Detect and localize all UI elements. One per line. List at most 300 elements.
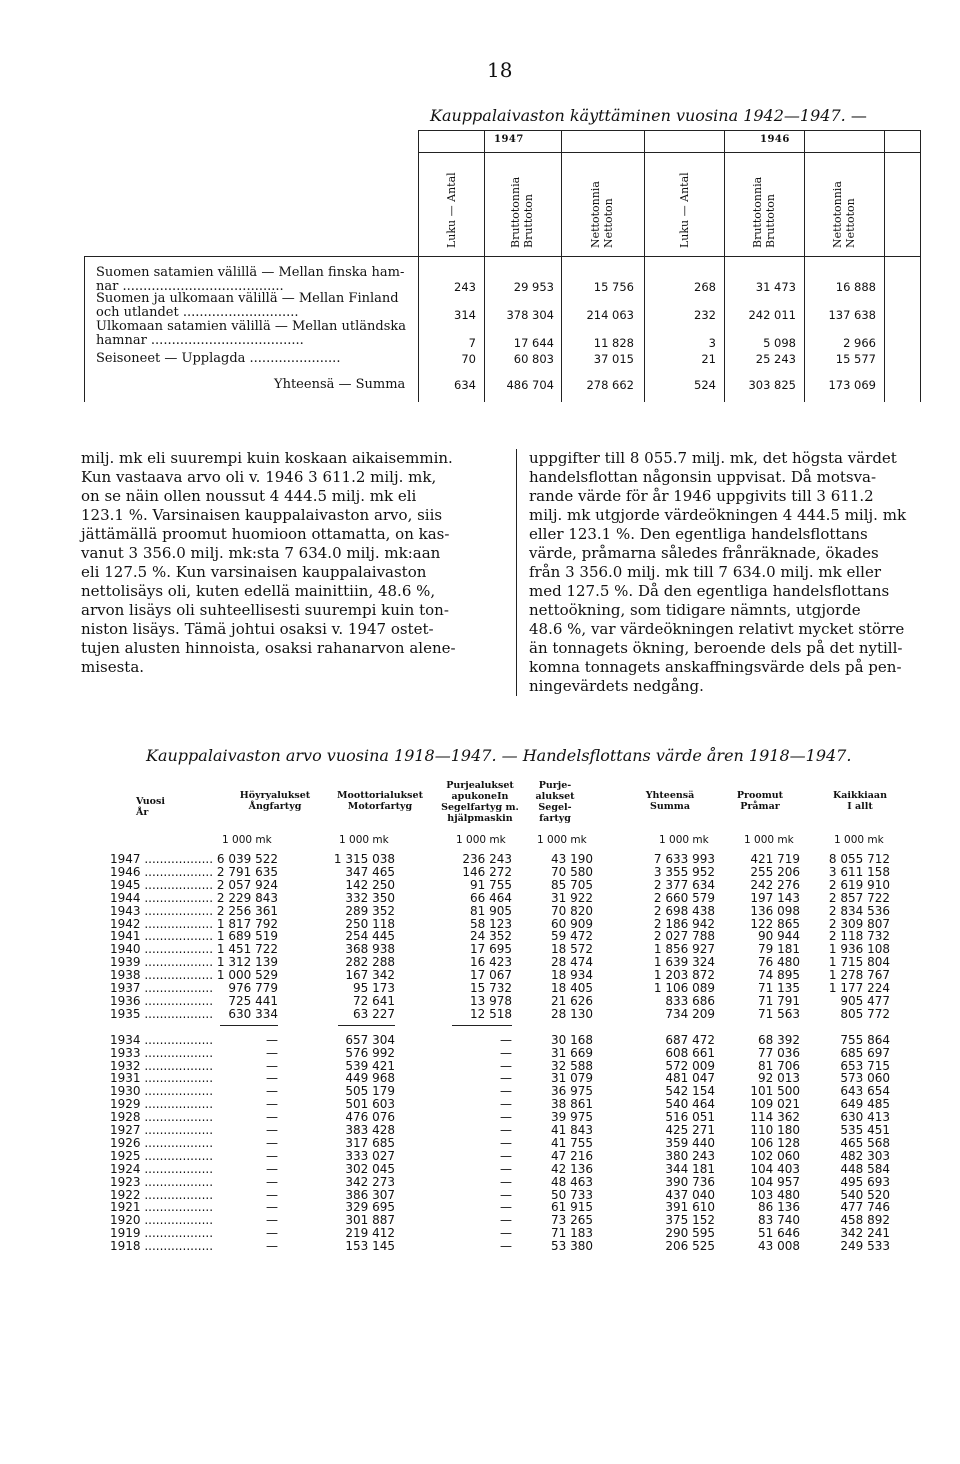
table2-cell: 41 755 [551,1135,593,1150]
table2-cell: — [266,1045,278,1060]
table2-cell: — [266,1148,278,1163]
table2-cell: 725 441 [228,993,278,1008]
table2-cell: 2 027 788 [653,929,715,944]
table2-cell: 1 177 224 [828,981,890,995]
table2-cell: 61 915 [551,1200,593,1215]
table2-cell: 653 715 [840,1058,890,1073]
table2-cell: 236 243 [462,852,512,866]
table1-column-header [509,177,535,248]
table2-cell: 18 405 [551,981,593,995]
table1-column-rule [484,130,485,402]
table1-year-1947: 1947 [494,134,524,145]
table2-cell: 905 477 [840,993,890,1008]
table1-column-rule [418,130,419,402]
table2-column-header-line: Summa [649,801,691,812]
table2-cell: 657 304 [345,1032,395,1047]
table1-row-label [96,266,404,294]
table2-year-cell: 1920 .................. [110,1213,214,1228]
table2-cell: 2 834 536 [828,903,890,918]
table1-cell: 37 015 [593,352,634,366]
table2-cell: — [500,1187,512,1202]
table2-cell: 43 190 [551,852,593,866]
table1-column-header [831,181,857,248]
table2-cell: — [500,1161,512,1176]
table2-column-header-line: hjälpmaskin [447,813,513,824]
table2-cell: 71 791 [758,993,800,1008]
table1-column-header [445,172,458,248]
table2-cell: 976 779 [228,981,278,995]
table1-header-rule [84,256,920,257]
table2-unit-label: 1 000 mk [537,834,587,846]
table1-cell: 5 098 [763,336,796,350]
table2-cell: 1 715 804 [828,955,890,970]
table1-cell: 314 [454,308,476,322]
table2-cell: 242 276 [750,877,800,892]
table2-cell: 83 740 [758,1213,800,1228]
table2-cell: 250 118 [345,916,395,931]
table2-cell: — [266,1187,278,1202]
table1-column-header-line: Bruttotonnia [509,176,522,248]
table2-cell: 77 036 [758,1045,800,1060]
table2-cell: 1 000 529 [216,968,278,983]
table2-cell: 153 145 [345,1239,395,1254]
table2-year-cell: 1921 .................. [110,1200,214,1215]
table2-cell: 539 421 [345,1058,395,1073]
table2-year-cell: 1944 .................. [110,890,214,905]
table1-cell: 242 011 [748,308,796,322]
table2-separator-rule [452,1025,512,1026]
table2-separator-rule [338,1025,395,1026]
table2-column-header [230,790,320,812]
table2-column-header [820,790,900,812]
table2-cell: 31 922 [551,890,593,905]
table2-cell: 540 464 [665,1097,715,1112]
table1-total-cell: 634 [454,378,476,392]
table1-total-cell: 486 704 [506,378,554,392]
table2-separator-rule [220,1025,278,1026]
table2-cell: 136 098 [750,903,800,918]
table2-cell: 344 181 [665,1161,715,1176]
table2-cell: 685 697 [840,1045,890,1060]
table2-cell: — [266,1084,278,1099]
table2-cell: 573 060 [840,1071,890,1086]
table2-cell: 91 755 [470,877,512,892]
table2-cell: 71 563 [758,1006,800,1021]
table2-cell: 38 861 [551,1097,593,1112]
table2-cell: 540 520 [840,1187,890,1202]
table2-cell: 95 173 [353,981,395,995]
table2-cell: 630 413 [840,1110,890,1125]
table2-column-header-line: apukoneIn [451,791,509,802]
table1-column-header-line: Luku — Antal [444,172,458,248]
table2-year-cell: 1932 .................. [110,1058,214,1073]
table1-column-header-line: Nettotonnia [589,181,602,248]
table2-column-header-line: alukset [535,791,575,802]
table2-cell: 516 051 [665,1110,715,1125]
table2-cell: 7 633 993 [653,852,715,866]
table2-cell: 48 463 [551,1174,593,1189]
table2-cell: 6 039 522 [216,852,278,866]
table2-unit-label: 1 000 mk [456,834,506,846]
table2-year-cell: 1924 .................. [110,1161,214,1176]
table2-cell: 58 123 [470,916,512,931]
table2-cell: 302 045 [345,1161,395,1176]
table2-cell: 386 307 [345,1187,395,1202]
table2-cell: 106 128 [750,1135,800,1150]
table2-cell: — [500,1032,512,1047]
table1-row-label-line: Suomen ja ulkomaan välillä — Mellan Finland [96,291,399,306]
table2-cell: 74 895 [758,968,800,983]
table2-year-cell: 1941 .................. [110,929,214,944]
table2-cell: 482 303 [840,1148,890,1163]
table1-total-label: Yhteensä — Summa [274,377,406,392]
table2-cell: 21 626 [551,993,593,1008]
table1-cell: 378 304 [506,308,554,322]
table1-column-rule [561,130,562,402]
table1-cell: 3 [708,336,716,350]
table2-cell: 36 975 [551,1084,593,1099]
table2-cell: 70 820 [551,903,593,918]
table2-cell: 342 273 [345,1174,395,1189]
table2-year-cell: 1930 .................. [110,1084,214,1099]
table2-cell: 122 865 [750,916,800,931]
table1-cell: 15 577 [835,352,876,366]
table2-column-header [630,790,710,812]
table2-cell: 104 957 [750,1174,800,1189]
table1-row-label [96,352,340,366]
table2-column-header [520,780,590,824]
table2-cell: 18 934 [551,968,593,983]
table1-column-header-line: Bruttoton [764,193,777,248]
table2-column-header-line: Pråmar [740,801,780,812]
table1-year-rule [418,152,920,153]
table2-cell: 81 706 [758,1058,800,1073]
table2-cell: 421 719 [750,852,800,866]
table2-cell: — [500,1213,512,1228]
table2-column-header [720,790,800,812]
table2-year-cell: 1947 .................. [110,852,214,866]
table2-year-cell: 1934 .................. [110,1032,214,1047]
table1-title-dash: — [850,106,867,125]
table2-cell: 333 027 [345,1148,395,1163]
table2-cell: 359 440 [665,1135,715,1150]
table1-cell: 268 [694,280,716,294]
table2-column-header-line: Proomut [736,790,784,801]
table2-cell: 73 265 [551,1213,593,1228]
table2-cell: 449 968 [345,1071,395,1086]
table2-cell: 301 887 [345,1213,395,1228]
table2-cell: 1 817 792 [216,916,278,931]
table2-column-header-line: Purjealukset [446,780,514,791]
table2-cell: — [266,1174,278,1189]
table2-year-cell: 1937 .................. [110,981,214,995]
table2-cell: — [500,1226,512,1241]
table1-row-label-line: nar ....................................... [96,279,284,294]
table1-cell: 29 953 [513,280,554,294]
table2-cell: 649 485 [840,1097,890,1112]
table2-column-header-line: Kaikkiaan [832,790,887,801]
table2-year-cell: 1925 .................. [110,1148,214,1163]
table2-cell: — [500,1174,512,1189]
table2-year-cell: 1936 .................. [110,993,214,1008]
table2-cell: 86 136 [758,1200,800,1215]
table2-cell: 71 183 [551,1226,593,1241]
table2-cell: — [500,1239,512,1254]
table2-cell: 2 619 910 [828,877,890,892]
table2-year-cell: 1926 .................. [110,1135,214,1150]
table2-cell: 197 143 [750,890,800,905]
table1-column-header [589,181,615,248]
table1-cell: 31 473 [755,280,796,294]
table1-column-header-line: Nettoton [602,198,615,248]
table2-cell: 2 377 634 [653,877,715,892]
table2-year-cell: 1928 .................. [110,1110,214,1125]
table1-column-header-line: Luku — Antal [677,172,691,248]
table2-year-cell: 1931 .................. [110,1071,214,1086]
table1-title [430,106,867,125]
table1-column-rule [644,130,645,402]
table2-cell: 103 480 [750,1187,800,1202]
table1-cell: 60 803 [513,352,554,366]
table2-cell: 255 206 [750,864,800,879]
table1-title-text: Kauppalaivaston käyttäminen vuosina 1942—1947. [430,106,846,125]
table1-column-header-line: Bruttotonnia [751,176,764,248]
table2-cell: 1 203 872 [653,968,715,983]
table2-cell: 28 474 [551,955,593,970]
table2-cell: 342 241 [840,1226,890,1241]
table2-cell: 477 746 [840,1200,890,1215]
table2-cell: 142 250 [345,877,395,892]
table2-cell: — [500,1097,512,1112]
table2-title: Kauppalaivaston arvo vuosina 1918—1947. — Handelsflottans värde åren 1918—1947. [146,746,852,765]
table2-cell: 317 685 [345,1135,395,1150]
table2-cell: 72 641 [353,993,395,1008]
table1-total-cell: 524 [694,378,716,392]
table2-cell: 219 412 [345,1226,395,1241]
table2-year-cell: 1945 .................. [110,877,214,892]
table2-year-cell: 1943 .................. [110,903,214,918]
table1-column-header-line: Nettotonnia [831,181,844,248]
table2-year-cell: 1927 .................. [110,1123,214,1137]
table2-cell: 12 518 [470,1006,512,1021]
table2-year-cell: 1929 .................. [110,1097,214,1112]
table1-cell: 243 [454,280,476,294]
table2-year-cell: 1942 .................. [110,916,214,931]
table2-unit-label: 1 000 mk [744,834,794,846]
table2-cell: 1 312 139 [216,955,278,970]
table2-cell: 1 106 089 [653,981,715,995]
table2-cell: 51 646 [758,1226,800,1241]
table2-year-cell: 1923 .................. [110,1174,214,1189]
table1-column-header [678,172,691,248]
table2-cell: 104 403 [750,1161,800,1176]
table1-cell: 11 828 [593,336,634,350]
table2-cell: 28 130 [551,1006,593,1021]
table2-cell: — [500,1058,512,1073]
table2-cell: 1 936 108 [828,942,890,957]
table2-cell: 146 272 [462,864,512,879]
table2-year-cell: 1919 .................. [110,1226,214,1241]
table2-column-header-line: Ångfartyg [248,801,302,812]
table2-cell: 206 525 [665,1239,715,1254]
table1-row-label-line: Suomen satamien välillä — Mellan finska ham- [96,265,405,280]
table1-column-header-line: Nettoton [844,198,857,248]
table1-cell: 214 063 [586,308,634,322]
table1-top-rule [418,130,920,131]
table2-cell: — [266,1239,278,1254]
table2-cell: 290 595 [665,1226,715,1241]
table2-cell: 535 451 [840,1123,890,1137]
table2-cell: — [266,1123,278,1137]
table2-cell: 79 181 [758,942,800,957]
table2-unit-label: 1 000 mk [339,834,389,846]
page-number: 18 [487,58,513,82]
table2-column-header-line: fartyg [539,813,571,824]
table2-cell: 3 355 952 [653,864,715,879]
table2-cell: 1 689 519 [216,929,278,944]
table1-row-label-line: Ulkomaan satamien välillä — Mellan utländska [96,319,407,334]
table2-column-header-line: Moottorialukset [337,790,423,801]
table2-column-header-line: Vuosi [136,796,165,807]
table2-cell: 30 168 [551,1032,593,1047]
table2-cell: 375 152 [665,1213,715,1228]
table2-cell: 2 698 438 [653,903,715,918]
table2-year-cell: 1938 .................. [110,968,214,983]
table2-cell: 1 639 324 [653,955,715,970]
table1-total-cell: 278 662 [586,378,634,392]
table2-year-cell: 1935 .................. [110,1006,214,1021]
table1-row-label [96,292,399,320]
table2-cell: 495 693 [840,1174,890,1189]
table2-year-cell: 1933 .................. [110,1045,214,1060]
table2-cell: 68 392 [758,1032,800,1047]
table2-cell: 71 135 [758,981,800,995]
table2-cell: 8 055 712 [828,852,890,866]
table1-cell: 16 888 [835,280,876,294]
table2-cell: — [266,1071,278,1086]
table1-row-label-line: hamnar ..................................... [96,333,304,348]
table2-cell: — [266,1058,278,1073]
table2-cell: 17 695 [470,942,512,957]
table2-cell: 17 067 [470,968,512,983]
table2-cell: 15 732 [470,981,512,995]
table2-cell: 458 892 [840,1213,890,1228]
table1-cell: 2 966 [843,336,876,350]
table2-cell: 18 572 [551,942,593,957]
paragraph-swedish: uppgifter till 8 055.7 milj. mk, det högsta värdet handelsflottan någonsin uppvisat. Då motsva- rande värde för år 1946 uppgivits till 3 611.2 milj. mk utgjorde värdeökningen 4 444.5 milj. mk eller 123.1 %. Den egentliga handelsflottans värde, pråmarna således frånräknade, ökades från 3 356.0 milj. mk till 7 634.0 milj. mk eller med 127.5 %. Då den egentliga handelsflottans nettoökning, som tidigare nämnts, utgjorde 48.6 %, var värdeökningen relativt mycket större än tonnagets ökning, beroende dels på det nytill- komna tonnagets anskaffningsvärde dels på pen- ningevärdets nedgång. [516,449,931,696]
table2-year-cell: 1918 .................. [110,1239,214,1254]
table2-unit-label: 1 000 mk [659,834,709,846]
table2-cell: 448 584 [840,1161,890,1176]
table2-cell: 92 013 [758,1071,800,1086]
table2-cell: 542 154 [665,1084,715,1099]
table2-cell: 24 352 [470,929,512,944]
table2-cell: 505 179 [345,1084,395,1099]
table2-cell: — [500,1110,512,1125]
table1-cell: 15 756 [593,280,634,294]
table2-cell: 60 909 [551,916,593,931]
table2-cell: 41 843 [551,1123,593,1137]
table2-cell: 254 445 [345,929,395,944]
table2-cell: 2 256 361 [216,903,278,918]
table1-row-label [96,320,406,348]
table2-cell: 3 611 158 [828,864,890,879]
table2-cell: 608 661 [665,1045,715,1060]
table2-cell: 630 334 [228,1006,278,1021]
table2-cell: — [266,1032,278,1047]
table1-cell: 25 243 [755,352,796,366]
table2-cell: 66 464 [470,890,512,905]
table2-year-cell: 1946 .................. [110,864,214,879]
table1-column-header-line: Bruttoton [522,193,535,248]
table2-cell: 391 610 [665,1200,715,1215]
table2-cell: 347 465 [345,864,395,879]
table2-cell: 50 733 [551,1187,593,1202]
table2-cell: — [500,1135,512,1150]
table2-cell: — [266,1097,278,1112]
table2-cell: 465 568 [840,1135,890,1150]
table1 [84,130,920,402]
table1-total-cell: 303 825 [748,378,796,392]
table2-column-header-line: Yhteensä [645,790,695,801]
table2-cell: 249 533 [840,1239,890,1254]
table2-cell: 42 136 [551,1161,593,1176]
table2-cell: 805 772 [840,1006,890,1021]
table2-cell: — [500,1148,512,1163]
table2-cell: 76 480 [758,955,800,970]
table1-cell: 21 [701,352,716,366]
paragraph-finnish: milj. mk eli suurempi kuin koskaan aikaisemmin. Kun vastaava arvo oli v. 1946 3 611.2 milj. mk, on se näin ollen noussut 4 444.5 milj. mk eli 123.1 %. Varsinaisen kauppalaivaston arvo, siis jättämällä proomut huomioon ottamatta, on kas- vanut 3 356.0 milj. mk:sta 7 634.0 milj. mk:aan eli 127.5 %. Kun varsinaisen kauppalaivaston nettolisäys oli, kuten edellä mainittiin, 48.6 %, arvon lisäys oli suhteellisesti suurempi kuin ton- niston lisäys. Tämä johtui osaksi v. 1947 ostet- tujen alusten hinnoista, osaksi rahanarvon alene- misesta. [81,449,456,676]
table2-cell: 282 288 [345,955,395,970]
table2-cell: — [266,1161,278,1176]
table2-column-header [330,790,430,812]
table1-cell: 70 [461,352,476,366]
table2-cell: 114 362 [750,1110,800,1125]
table2-cell: 102 060 [750,1148,800,1163]
table2-cell: 2 309 807 [828,916,890,931]
table2-cell: 70 580 [551,864,593,879]
table2-cell: 481 047 [665,1071,715,1086]
table2-cell: 109 021 [750,1097,800,1112]
table2-cell: 39 975 [551,1110,593,1125]
table2-cell: 2 791 635 [216,864,278,879]
table1-cell: 7 [468,336,476,350]
table2-cell: 289 352 [345,903,395,918]
table2-cell: 332 350 [345,890,395,905]
table2-cell: 368 938 [345,942,395,957]
table2-cell: 13 978 [470,993,512,1008]
table2-cell: 43 008 [758,1239,800,1254]
table2-cell: 59 472 [551,929,593,944]
table2-cell: 167 342 [345,968,395,983]
table2-cell: 329 695 [345,1200,395,1215]
table2-cell: 425 271 [665,1123,715,1137]
table2-cell: 501 603 [345,1097,395,1112]
table2-cell: 81 905 [470,903,512,918]
table2-cell: 643 654 [840,1084,890,1099]
table2-cell: 476 076 [345,1110,395,1125]
table2-cell: 687 472 [665,1032,715,1047]
table1-left-rule [84,256,85,402]
table2-cell: — [266,1200,278,1215]
table2-year-cell: 1939 .................. [110,955,214,970]
table2-cell: 2 057 924 [216,877,278,892]
table1-column-header [751,177,777,248]
table2-column-header-line: Segel- [538,802,572,813]
table1-row-label-line: Seisoneet — Upplagda ...................... [96,351,341,366]
table2-cell: 380 243 [665,1148,715,1163]
table2-cell: 383 428 [345,1123,395,1137]
